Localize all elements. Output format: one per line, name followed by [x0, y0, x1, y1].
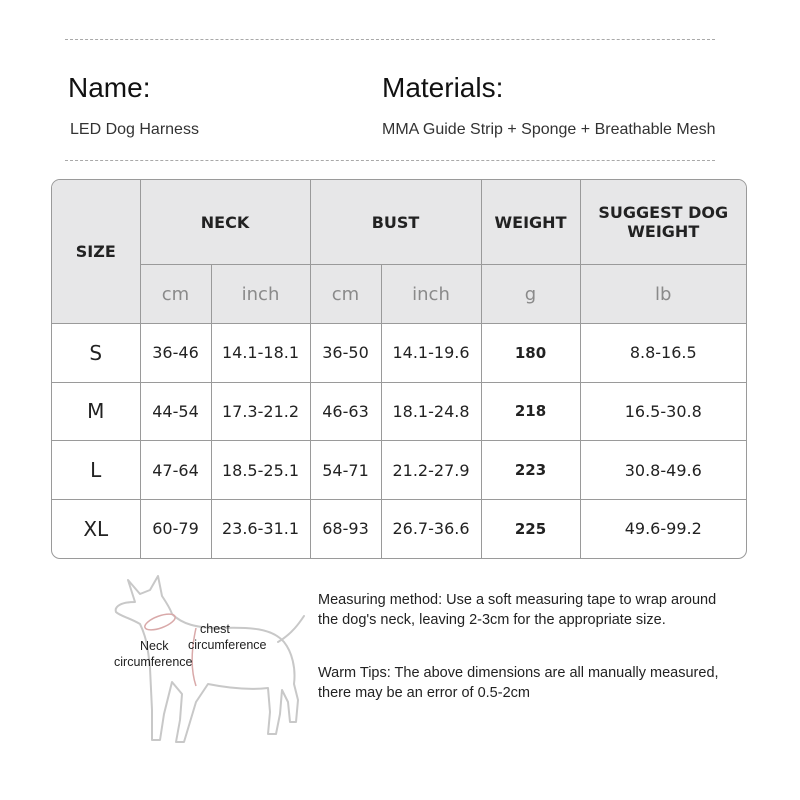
unit-suggest: lb	[580, 265, 746, 324]
neck-label-line2: circumference	[114, 655, 193, 669]
middle-divider	[65, 160, 715, 161]
cell-bust-cm: 54-71	[310, 441, 381, 500]
size-chart-table	[51, 179, 747, 559]
name-heading: Name:	[68, 72, 151, 103]
cell-bust-inch: 18.1-24.8	[381, 382, 481, 441]
top-divider	[65, 39, 715, 40]
chest-label-line2: circumference	[188, 638, 267, 652]
cell-bust-cm: 46-63	[310, 382, 381, 441]
unit-neck-inch: inch	[211, 265, 310, 324]
materials-value: MMA Guide Strip + Sponge + Breathable Mesh	[382, 121, 716, 138]
cell-bust-cm: 36-50	[310, 324, 381, 383]
cell-size: S	[52, 324, 140, 383]
table-row	[52, 499, 746, 558]
cell-neck-inch: 14.1-18.1	[211, 324, 310, 383]
chest-label-line1: chest	[200, 622, 230, 636]
neck-circumference-label	[140, 639, 168, 654]
header-suggest-dog-weight	[580, 180, 746, 265]
cell-neck-inch: 17.3-21.2	[211, 382, 310, 441]
cell-weight: 180	[481, 324, 580, 383]
header-suggest-line1: SUGGEST DOG	[598, 203, 729, 223]
cell-neck-inch: 18.5-25.1	[211, 441, 310, 500]
cell-bust-inch: 26.7-36.6	[381, 499, 481, 558]
cell-neck-cm: 44-54	[140, 382, 211, 441]
cell-suggest: 8.8-16.5	[580, 324, 746, 383]
cell-bust-inch: 21.2-27.9	[381, 441, 481, 500]
cell-suggest: 49.6-99.2	[580, 499, 746, 558]
measuring-method-text: Measuring method: Use a soft measuring tape to wrap around the dog's neck, leaving 2-3cm for the appropriate size.	[318, 592, 717, 628]
table-row	[52, 382, 746, 441]
unit-bust-inch: inch	[381, 265, 481, 324]
header-weight: WEIGHT	[481, 180, 580, 265]
cell-size: XL	[52, 499, 140, 558]
cell-bust-cm: 68-93	[310, 499, 381, 558]
materials-heading: Materials:	[382, 72, 504, 103]
header-suggest-line2: WEIGHT	[627, 222, 700, 242]
unit-bust-cm: cm	[310, 265, 381, 324]
table-row	[52, 324, 746, 383]
cell-size: M	[52, 382, 140, 441]
header-size: SIZE	[52, 180, 140, 324]
cell-weight: 223	[481, 441, 580, 500]
header-neck: NECK	[140, 180, 310, 265]
cell-weight: 218	[481, 382, 580, 441]
cell-neck-cm: 36-46	[140, 324, 211, 383]
cell-bust-inch: 14.1-19.6	[381, 324, 481, 383]
neck-label-line1: Neck	[140, 639, 169, 653]
neck-circumference-label-2	[114, 655, 193, 670]
cell-neck-cm: 60-79	[140, 499, 211, 558]
cell-size: L	[52, 441, 140, 500]
cell-weight: 225	[481, 499, 580, 558]
warm-tips-text: Warm Tips: The above dimensions are all manually measured, there may be an error of 0.5-2cm	[318, 665, 719, 701]
header-bust: BUST	[310, 180, 481, 265]
chest-circumference-label-2	[188, 638, 267, 653]
chest-circumference-label	[200, 622, 230, 637]
unit-weight: g	[481, 265, 580, 324]
table-row	[52, 441, 746, 500]
unit-neck-cm: cm	[140, 265, 211, 324]
cell-suggest: 30.8-49.6	[580, 441, 746, 500]
cell-neck-cm: 47-64	[140, 441, 211, 500]
name-value: LED Dog Harness	[70, 121, 199, 138]
cell-suggest: 16.5-30.8	[580, 382, 746, 441]
cell-neck-inch: 23.6-31.1	[211, 499, 310, 558]
